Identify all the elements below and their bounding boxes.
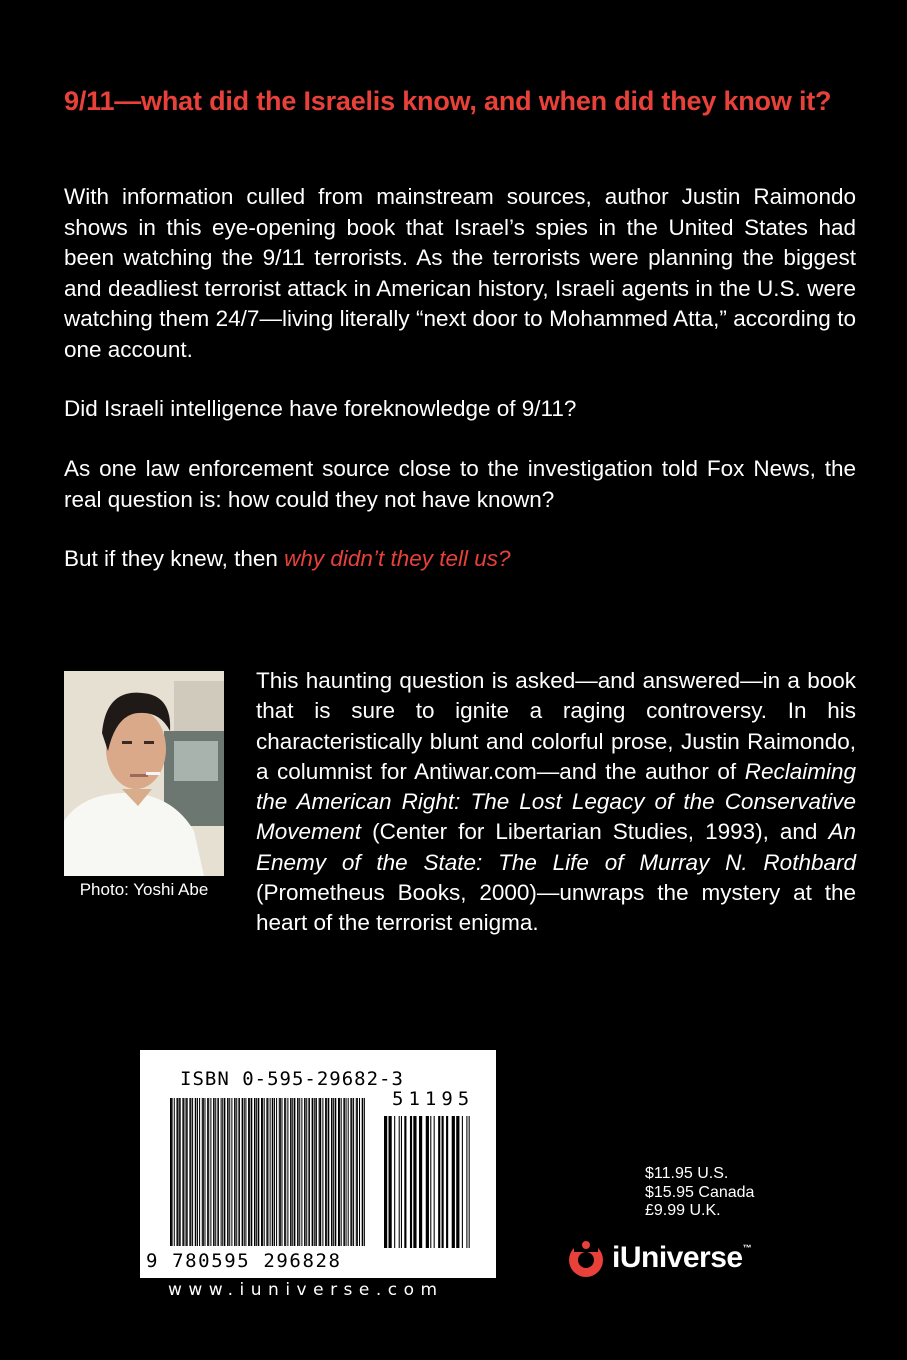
barcode-bar	[442, 1116, 444, 1248]
barcode-bar	[248, 1098, 249, 1246]
barcode-bar	[359, 1098, 360, 1246]
barcode-bar	[338, 1098, 339, 1246]
barcode-bar	[244, 1098, 245, 1246]
book-title-2: An Enemy of the State: The Life of Murray N. Rothbard	[256, 819, 856, 875]
author-photo	[64, 671, 224, 876]
barcode-bar	[446, 1116, 448, 1248]
question-paragraph: Did Israeli intelligence have foreknowledge of 9/11?	[64, 396, 577, 421]
barcode-bar	[287, 1098, 288, 1246]
barcode-bar	[242, 1098, 244, 1246]
addon-barcode-bars	[384, 1116, 474, 1248]
barcode-bar	[384, 1116, 387, 1248]
barcode-bar	[306, 1098, 307, 1246]
barcode-bar	[217, 1098, 219, 1246]
publisher-name	[612, 1241, 751, 1275]
barcode-bar	[182, 1098, 184, 1246]
trademark-symbol: ™	[742, 1243, 752, 1253]
headline: 9/11—what did the Israelis know, and when did they know it?	[64, 86, 832, 116]
price-uk: £9.99 U.K.	[645, 1202, 721, 1219]
barcode-bar	[389, 1116, 392, 1248]
publisher-website: www.iuniverse.com	[168, 1280, 444, 1300]
barcode-bar	[207, 1098, 208, 1246]
barcode-bar	[236, 1098, 237, 1246]
barcode-bar	[261, 1098, 262, 1246]
barcode-bar	[319, 1098, 320, 1246]
barcode-bar	[328, 1098, 330, 1246]
barcode-bar	[346, 1098, 347, 1246]
barcode-bar	[357, 1098, 358, 1246]
barcode-bar	[264, 1098, 265, 1246]
ean-barcode-bars	[170, 1098, 370, 1248]
barcode-bar	[325, 1098, 326, 1246]
barcode-bar	[234, 1098, 236, 1246]
barcode-bar	[279, 1098, 280, 1246]
barcode-bar	[238, 1098, 240, 1246]
iuniverse-logo-icon	[566, 1238, 606, 1278]
closing-paragraph	[64, 544, 856, 575]
price-code-label: 51195	[392, 1088, 475, 1110]
barcode-bar	[249, 1098, 250, 1246]
barcode-bar	[426, 1116, 429, 1248]
barcode-bar	[197, 1098, 198, 1246]
barcode-bar	[186, 1098, 188, 1246]
price-list	[645, 1165, 754, 1221]
barcode-bar	[410, 1116, 412, 1248]
barcode-bar	[294, 1098, 296, 1246]
barcode-bar	[308, 1098, 310, 1246]
barcode-bar	[258, 1098, 260, 1246]
barcode-bar	[351, 1098, 352, 1246]
barcode-bar	[170, 1098, 171, 1246]
barcode-bar	[348, 1098, 349, 1246]
barcode-bar	[413, 1116, 416, 1248]
barcode-bar	[312, 1098, 314, 1246]
barcode-bar	[270, 1098, 271, 1246]
ean-digits: 9 780595 296828	[146, 1250, 342, 1272]
price-canada: $15.95 Canada	[645, 1183, 755, 1201]
barcode-bar	[322, 1098, 323, 1246]
barcode-bar	[434, 1116, 435, 1248]
barcode-bar	[333, 1098, 334, 1246]
barcode-bar	[364, 1098, 365, 1246]
barcode-bar	[185, 1098, 186, 1246]
barcode-bar	[204, 1098, 205, 1246]
barcode-bar	[430, 1116, 431, 1248]
author-bio-paragraph	[256, 666, 856, 939]
barcode-bar	[362, 1098, 364, 1246]
barcode-bar	[256, 1098, 257, 1246]
barcode-bar	[245, 1098, 246, 1246]
barcode-bar	[343, 1098, 345, 1246]
barcode-bar	[290, 1098, 292, 1246]
barcode-bar	[462, 1116, 463, 1248]
publisher-logo	[566, 1236, 751, 1280]
barcode-bar	[274, 1098, 275, 1246]
barcode-bar	[203, 1098, 204, 1246]
barcode-bar	[401, 1116, 402, 1248]
barcode-bar	[404, 1116, 406, 1248]
closing-lead: But if they knew, then	[64, 546, 285, 571]
barcode-bar	[251, 1098, 253, 1246]
isbn-label: ISBN 0-595-29682-3	[180, 1068, 404, 1090]
barcode-bar	[227, 1098, 229, 1246]
author-portrait-illustration	[64, 671, 224, 876]
price-us: $11.95 U.S.	[645, 1165, 729, 1182]
barcode-bar	[299, 1098, 300, 1246]
barcode-bar	[419, 1116, 422, 1248]
barcode-bar	[339, 1098, 340, 1246]
barcode-bar	[331, 1098, 333, 1246]
barcode-bar	[176, 1098, 177, 1246]
barcode-bar	[341, 1098, 342, 1246]
barcode-bar	[315, 1098, 317, 1246]
barcode-bar	[224, 1098, 226, 1246]
barcode-bar	[179, 1098, 181, 1246]
barcode-bar	[202, 1098, 203, 1246]
barcode-bar	[284, 1098, 285, 1246]
barcode-bar	[221, 1098, 222, 1246]
barcode-bar	[192, 1098, 193, 1246]
barcode-bar	[314, 1098, 315, 1246]
barcode-bar	[229, 1098, 230, 1246]
bio-text-3: (Prometheus Books, 2000)—unwraps the mystery at the heart of the terrorist enigma.	[256, 880, 856, 936]
barcode-bar	[174, 1098, 175, 1246]
closing-emphasis: why didn’t they tell us?	[284, 546, 511, 571]
barcode-panel	[140, 1050, 496, 1278]
photo-caption: Photo: Yoshi Abe	[79, 880, 209, 899]
barcode-bar	[280, 1098, 281, 1246]
barcode-bar	[356, 1098, 357, 1246]
barcode-bar	[267, 1098, 268, 1246]
barcode-bar	[171, 1098, 173, 1246]
bio-text-2: (Center for Libertarian Studies, 1993), and	[361, 819, 829, 845]
barcode-bar	[285, 1098, 286, 1246]
barcode-bar	[210, 1098, 211, 1246]
book-title-1: Reclaiming the American Right: The Lost Legacy of the Conservative Movement	[256, 758, 856, 845]
barcode-bar	[438, 1116, 440, 1248]
description-paragraph: With information culled from mainstream sources, author Justin Raimondo shows in this eye-opening book that Israel’s spies in the United States had been watching the 9/11 terrorists. As the terrorists were planning the biggest and deadliest terrorist attack in American history, Israeli agents in the U.S. were watching them 24/7—living literally “next door to Mohammed Atta,” according to one account.	[64, 184, 856, 362]
barcode-bar	[452, 1116, 455, 1248]
quote-paragraph: As one law enforcement source close to the investigation told Fox News, the real question is: how could they not have known?	[64, 456, 856, 512]
barcode-bar	[272, 1098, 274, 1246]
barcode-bar	[254, 1098, 256, 1246]
barcode-bar	[335, 1098, 337, 1246]
barcode-bar	[394, 1116, 395, 1248]
barcode-bar	[213, 1098, 215, 1246]
barcode-bar	[199, 1098, 200, 1246]
barcode-bar	[190, 1098, 191, 1246]
barcode-bar	[297, 1098, 299, 1246]
barcode-bar	[208, 1098, 209, 1246]
barcode-bar	[189, 1098, 190, 1246]
barcode-bar	[466, 1116, 467, 1248]
barcode-bar	[292, 1098, 293, 1246]
barcode-bar	[195, 1098, 197, 1246]
barcode-bar	[266, 1098, 267, 1246]
barcode-bar	[215, 1098, 216, 1246]
barcode-bar	[301, 1098, 302, 1246]
barcode-bar	[304, 1098, 306, 1246]
barcode-bar	[320, 1098, 322, 1246]
barcode-bar	[281, 1098, 282, 1246]
barcode-bar	[399, 1116, 400, 1248]
barcode-bar	[231, 1098, 232, 1246]
barcode-bar	[326, 1098, 327, 1246]
publisher-name-text: iUniverse	[612, 1241, 743, 1274]
barcode-bar	[353, 1098, 354, 1246]
barcode-bar	[262, 1098, 263, 1246]
barcode-bar	[276, 1098, 277, 1246]
barcode-bar	[178, 1098, 179, 1246]
barcode-bar	[350, 1098, 351, 1246]
barcode-bar	[469, 1116, 470, 1248]
barcode-bar	[456, 1116, 459, 1248]
barcode-bar	[222, 1098, 223, 1246]
bio-text-1: This haunting question is asked—and answered—in a book that is sure to ignite a raging controversy. In his characteristically blunt and colorful prose, Justin Raimondo, a columnist for Antiwar.com—and the author of	[256, 668, 856, 784]
